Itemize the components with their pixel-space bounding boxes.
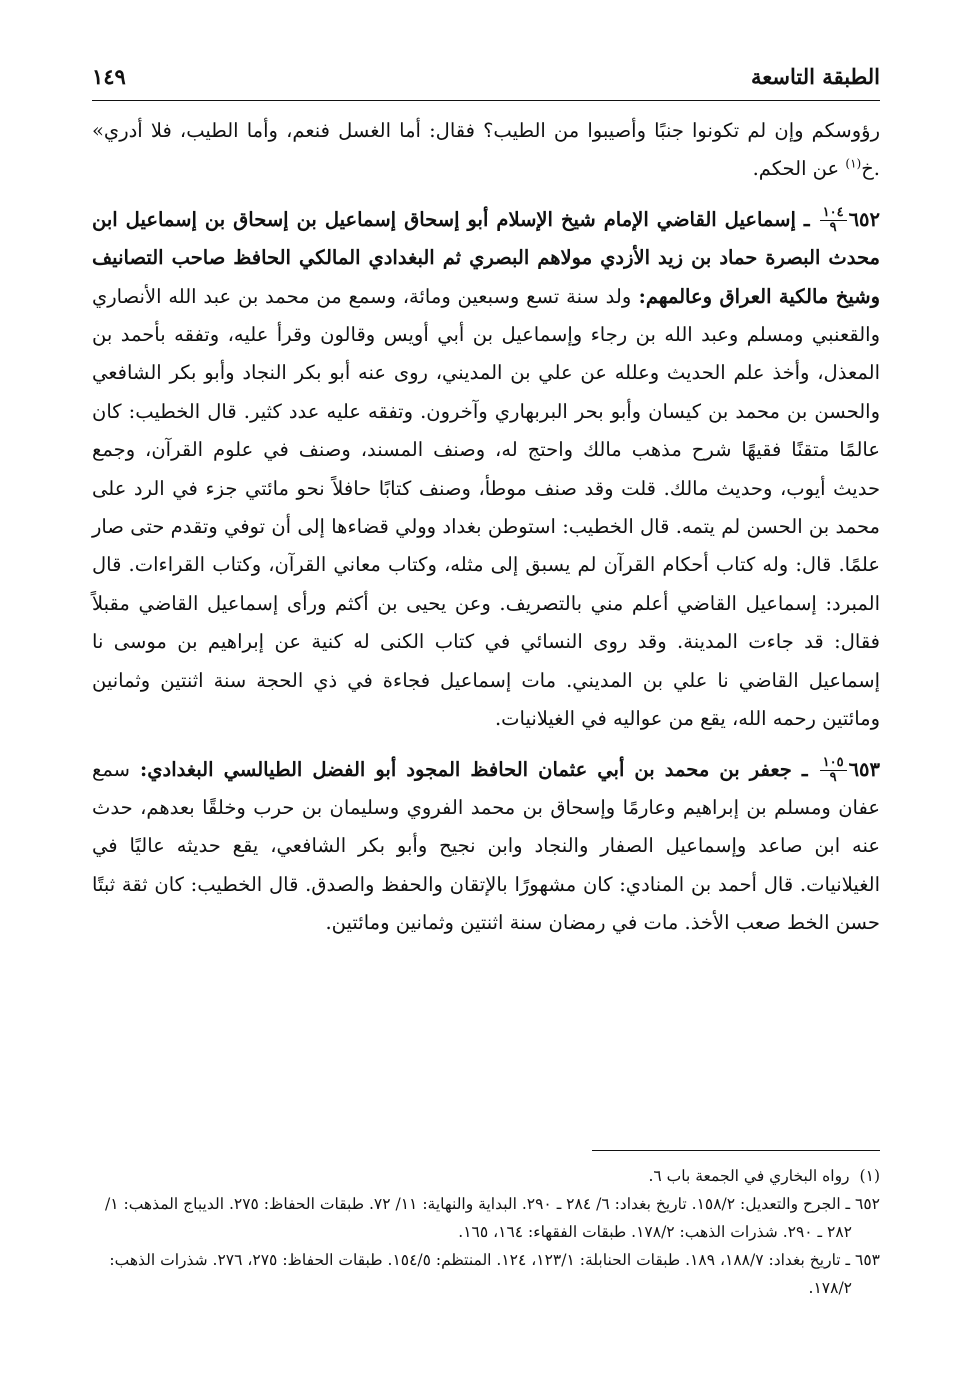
entry-number: ٦٥٣ xyxy=(848,757,880,781)
page-number: ١٤٩ xyxy=(92,63,126,89)
fraction-denominator: ٩ xyxy=(829,219,837,235)
footnote-ref: (١) xyxy=(845,156,862,171)
page-header xyxy=(92,58,880,101)
footnotes xyxy=(92,1162,880,1302)
footnote-1 xyxy=(92,1162,880,1190)
carryover-paragraph xyxy=(92,112,880,189)
footnote-text: رواه البخاري في الجمعة باب ٦. xyxy=(648,1167,850,1185)
footnote-marker: (١) xyxy=(859,1167,880,1185)
fraction-numerator: ١٠٥ xyxy=(820,756,847,771)
sources-652: ٦٥٢ ـ الجرح والتعديل: ١٥٨/٢. تاريخ بغداد: ٦/ ٢٨٤ ـ ٢٩٠. البداية والنهاية: ١١/ ٧٢. طبقات الحفاظ: ٢٧٥. الديباج المذهب: ١/ ٢٨٢ ـ ٢٩٠. شذرات الذهب: ١٧٨/٢. طبقات الفقهاء: ١٦٤، ١٦٥. xyxy=(104,1195,880,1241)
entry-fraction xyxy=(820,206,847,235)
entry-text: سمع عفان ومسلم بن إبراهيم وعارمًا وإسحاق بن محمد الفروي وسليمان بن حرب وخلقًا بعدهم، حدث عنه ابن صاعد وإسماعيل الصفار والنجاد وابن نجيح وأبو بكر الشافعي، يقع حديثه عاليًا في الغيلانيات. قال أحمد بن المنادي: كان مشهورًا بالإتقان والحفظ والصدق. قال الخطيب: كان ثقة ثبتًا حسن الخط صعب الأخذ. مات في رمضان سنة اثنتين وثمانين ومائتين. xyxy=(92,757,880,935)
fraction-denominator: ٩ xyxy=(829,769,837,785)
entry-title: ـ إسماعيل القاضي الإمام شيخ الإسلام أبو إسحاق إسماعيل بن إسحاق بن إسماعيل ابن محدث البصرة حماد بن زيد الأزدي مولاهم البصري ثم البغدادي المالكي الحافظ صاحب التصانيف وشيخ مالكية العراق وعالمهم: xyxy=(92,207,880,308)
entry-title: ـ جعفر بن محمد بن أبي عثمان الحافظ المجود أبو الفضل الطيالسي البغدادي: xyxy=(130,757,818,781)
chapter-title: الطبقة التاسعة xyxy=(751,63,880,89)
main-text xyxy=(92,112,880,943)
footnote-divider xyxy=(592,1150,880,1151)
biography-entry-653 xyxy=(92,751,880,943)
entry-number: ٦٥٢ xyxy=(848,207,880,231)
sources-653: ٦٥٣ ـ تاريخ بغداد: ١٨٨/٧، ١٨٩. طبقات الحنابلة: ١٢٣/١، ١٢٤. المنتظم: ١٥٤/٥. طبقات الحفاظ: ٢٧٥، ٢٧٦. شذرات الذهب: ١٧٨/٢. xyxy=(109,1251,880,1297)
carryover-end: عن الحكم. xyxy=(752,157,846,181)
carryover-text: رؤوسكم وإن لم تكونوا جنبًا وأصيبوا من الطيب؟ فقال: أما الغسل فنعم، وأما الطيب، فلا أدري» .خ xyxy=(92,119,880,181)
entry-fraction xyxy=(820,756,847,785)
entry-text: ولد سنة تسع وسبعين ومائة، وسمع من محمد بن عبد الله الأنصاري والقعنبي ومسلم وعبد الله بن رجاء وإسماعيل بن أبي أويس وقالون وقرأ عليه، وتفقه بأحمد بن المعذل، وأخذ علم الحديث وعلله عن علي بن المديني، روى عنه أبو بكر النجاد وأبو بكر الشافعي والحسن بن محمد بن كيسان وأبو بحر البربهاري وآخرون. وتفقه عليه عدد كثير. قال الخطيب: كان عالمًا متقنًا فقيهًا شرح مذهب مالك واحتج له، وصنف المسند، وصنف في علوم القرآن، وجمع حديث أيوب، وحديث مالك. قلت وقد صنف موطأ، وصنف كتابًا حافلاً نحو مائتي جزء في الرد على محمد بن الحسن لم يتمه. قال الخطيب: استوطن بغداد وولي قضاءها إلى أن توفي وتقدم حتى صار علمًا. قال: وله كتاب أحكام القرآن لم يسبق إلى مثله، وكتاب معاني القرآن، وكتاب القراءات. قال المبرد: إسماعيل القاضي أعلم مني بالتصريف. وعن يحيى بن أكثم ورأى إسماعيل القاضي مقبلاً فقال: قد جاءت المدينة. وقد روى النسائي في كتاب الكنى له كنية عن إبراهيم بن موسى نا إسماعيل القاضي نا علي بن المديني. مات إسماعيل فجاءة في ذي الحجة سنة اثنتين وثمانين ومائتين رحمه الله، يقع من عواليه في الغيلانيات. xyxy=(92,284,880,731)
biography-entry-652 xyxy=(92,201,880,739)
fraction-numerator: ١٠٤ xyxy=(820,206,847,221)
